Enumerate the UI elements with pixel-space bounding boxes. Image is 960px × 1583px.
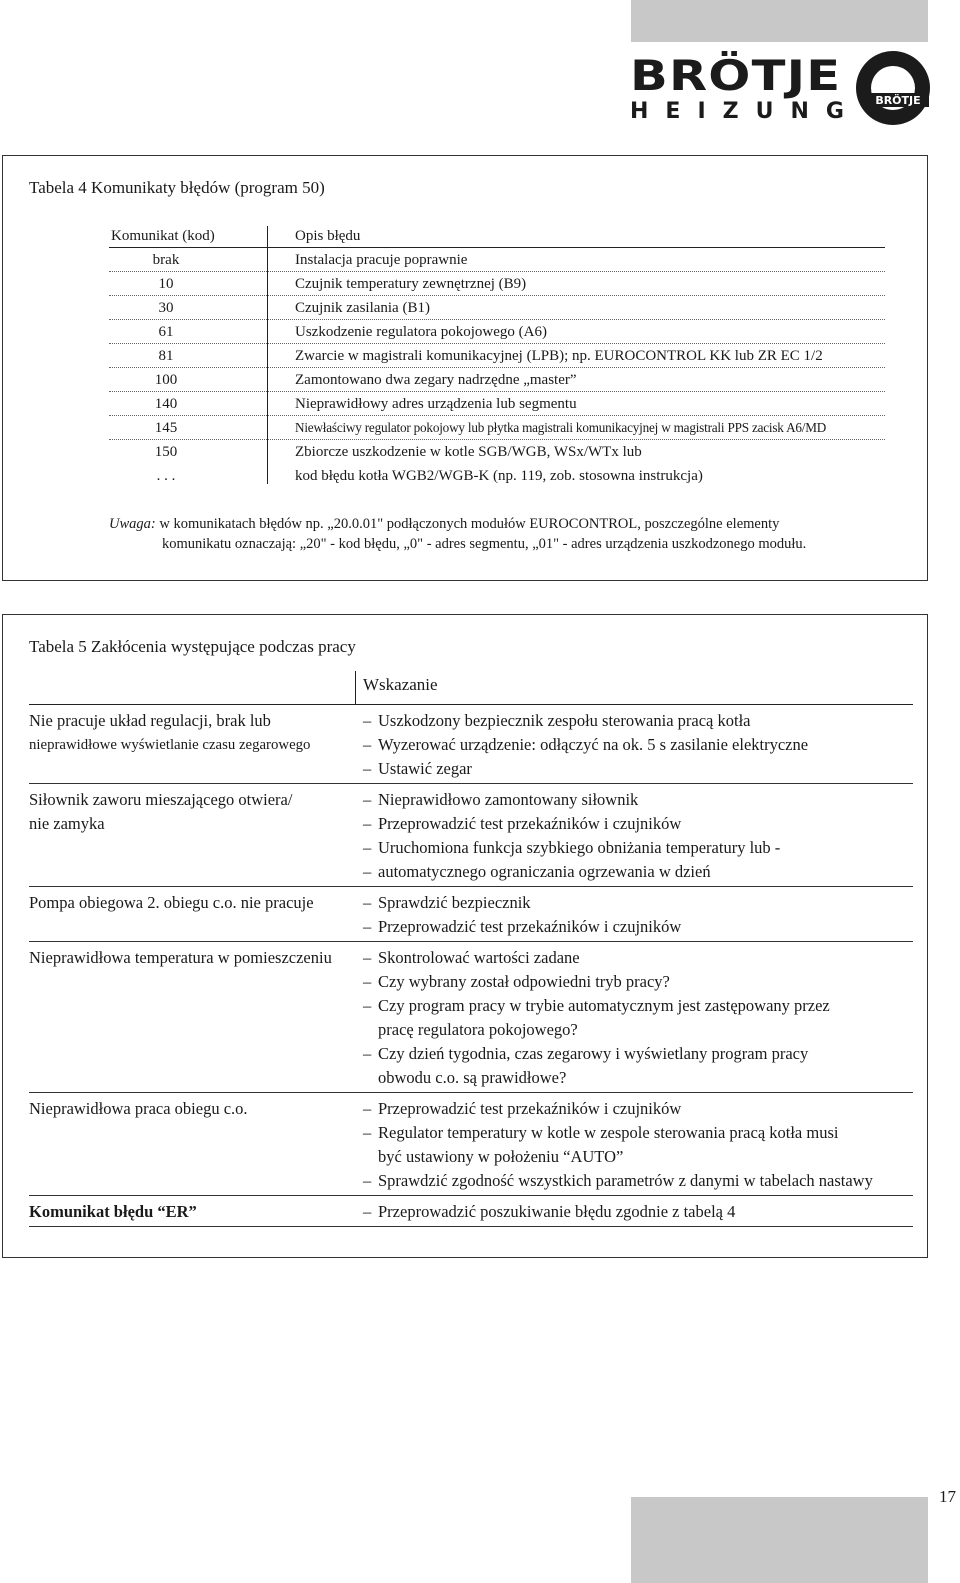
table-row: [29, 942, 913, 1093]
header-gray-bar: [631, 0, 928, 42]
fault-symptom: [29, 1097, 355, 1121]
table-header-row: [29, 671, 913, 705]
fault-symptom: [29, 891, 355, 915]
page-number: 17: [939, 1487, 956, 1506]
action-item: – Skontrolować wartości zadane: [363, 946, 913, 970]
action-item: – Czy dzień tygodnia, czas zegarowy i wyświetlany program pracy: [363, 1042, 913, 1066]
fault-symptom: [29, 1200, 355, 1224]
symptom-line: Nieprawidłowa temperatura w pomieszczeniu: [29, 948, 332, 967]
fault-symptom: [29, 709, 355, 757]
error-code: . . .: [156, 468, 176, 484]
table-row: [29, 1093, 913, 1196]
action-item: – Uruchomiona funkcja szybkiego obniżania temperatury lub -: [363, 836, 913, 860]
svg-text:BRÖTJE: BRÖTJE: [875, 94, 921, 107]
fault-actions: [363, 887, 913, 941]
error-desc: Zwarcie w magistrali komunikacyjnej (LPB); np. EUROCONTROL KK lub ZR EC 1/2: [295, 348, 823, 364]
table-row: [109, 272, 885, 296]
action-item: – Przeprowadzić test przekaźników i czujników: [363, 812, 913, 836]
symptom-line: Nie pracuje układ regulacji, brak lub: [29, 711, 271, 730]
note-line-1: w komunikatach błędów np. „20.0.01" podłączonych modułów EUROCONTROL, poszczególne elementy: [155, 516, 780, 532]
table-row: [29, 887, 913, 942]
action-item: – Uszkodzony bezpiecznik zespołu sterowania pracą kotła: [363, 709, 913, 733]
table5-title: Tabela 5 Zakłócenia występujące podczas pracy: [29, 637, 356, 656]
fault-actions: [363, 705, 913, 783]
fault-symptom: [29, 946, 355, 970]
error-code: 140: [154, 396, 178, 412]
symptom-line: Pompa obiegowa 2. obiegu c.o. nie pracuje: [29, 893, 314, 912]
action-item: – Sprawdzić zgodność wszystkich parametrów z danymi w tabelach nastawy: [363, 1169, 913, 1193]
table5-box: [2, 614, 928, 1258]
table-row: [109, 320, 885, 344]
table4-title: Tabela 4 Komunikaty błędów (program 50): [29, 178, 325, 197]
footer-gray-bar: [631, 1497, 928, 1583]
faults-table: [29, 671, 913, 1227]
symptom-line: Nieprawidłowa praca obiegu c.o.: [29, 1099, 248, 1118]
continuation-text: automatycznego ograniczania ogrzewania w dzień: [378, 862, 711, 881]
table-row: [109, 368, 885, 392]
table-row: [109, 392, 885, 416]
symptom-line: Siłownik zaworu mieszającego otwiera/: [29, 790, 293, 809]
error-code: 100: [154, 372, 178, 388]
error-desc: Nieprawidłowy adres urządzenia lub segmentu: [295, 396, 577, 412]
action-item-continued: [363, 860, 913, 884]
table-row: [29, 1196, 913, 1227]
error-code: 145: [154, 420, 178, 436]
fault-actions: [363, 784, 913, 886]
error-desc: Instalacja pracuje poprawnie: [295, 252, 468, 268]
action-item: – Ustawić zegar: [363, 757, 913, 781]
table4-box: [2, 155, 928, 581]
symptom-line: Komunikat błędu “ER”: [29, 1202, 197, 1221]
action-item-continued: pracę regulatora pokojowego?: [378, 1020, 578, 1039]
logo-subtitle: HEIZUNG: [630, 99, 861, 124]
table-row: [109, 296, 885, 320]
symptom-line: nie zamyka: [29, 814, 105, 833]
table-row: [109, 416, 885, 440]
action-item: – Czy program pracy w trybie automatycznym jest zastępowany przez: [363, 994, 913, 1018]
action-item: – Przeprowadzić test przekaźników i czujników: [363, 915, 913, 939]
table-row: [109, 248, 885, 272]
error-code: 150: [154, 444, 178, 460]
error-desc: Niewłaściwy regulator pokojowy lub płytka magistrali komunikacyjnej w magistrali PPS zacisk A6/MD: [295, 420, 827, 435]
error-code: 61: [158, 324, 174, 340]
action-item: – Nieprawidłowo zamontowany siłownik: [363, 788, 913, 812]
action-item: – Sprawdzić bezpiecznik: [363, 891, 913, 915]
table4-note: [109, 514, 919, 554]
fault-actions: [363, 1196, 913, 1226]
fault-actions: [363, 1093, 913, 1195]
header-code: Komunikat (kod): [111, 228, 215, 244]
error-codes-table: [109, 224, 885, 488]
action-item: – Czy wybrany został odpowiedni tryb pracy?: [363, 970, 913, 994]
fault-symptom: [29, 788, 355, 836]
error-desc: Zamontowano dwa zegary nadrzędne „master”: [295, 372, 577, 388]
table-row: [109, 440, 885, 464]
logo-wordmark: BRÖTJE: [630, 51, 842, 100]
symptom-line: nieprawidłowe wyświetlanie czasu zegarowego: [29, 737, 311, 753]
fault-actions: [363, 942, 913, 1092]
action-item: – Przeprowadzić test przekaźników i czujników: [363, 1097, 913, 1121]
error-code: 10: [158, 276, 174, 292]
note-label: Uwaga:: [109, 516, 156, 532]
column-divider: [355, 671, 356, 705]
error-desc: Czujnik zasilania (B1): [295, 300, 430, 316]
header-desc: Opis błędu: [295, 228, 361, 244]
action-item-continued: być ustawiony w położeniu “AUTO”: [378, 1147, 624, 1166]
error-code: 81: [158, 348, 174, 364]
action-item: – Wyzerować urządzenie: odłączyć na ok. 5 s zasilanie elektryczne: [363, 733, 913, 757]
action-item-continued: obwodu c.o. są prawidłowe?: [378, 1068, 567, 1087]
action-item: – Przeprowadzić poszukiwanie błędu zgodnie z tabelą 4: [363, 1200, 913, 1224]
table-row: [29, 784, 913, 887]
action-item: – Regulator temperatury w kotle w zespole sterowania pracą kotła musi: [363, 1121, 913, 1145]
error-desc: Uszkodzenie regulatora pokojowego (A6): [295, 324, 547, 340]
table-row: [109, 464, 885, 488]
table-header-row: [109, 224, 885, 248]
table-row: [29, 705, 913, 784]
error-desc: Zbiorcze uszkodzenie w kotle SGB/WGB, WSx/WTx lub: [295, 444, 642, 460]
note-line-2: komunikatu oznaczają: „20" - kod błędu, „0" - adres segmentu, „01" - adres urządzenia uszkodzonego modułu.: [162, 536, 807, 552]
logo-badge-icon: [853, 48, 933, 128]
table-row: [109, 344, 885, 368]
error-code: 30: [158, 300, 174, 316]
error-desc: Czujnik temperatury zewnętrznej (B9): [295, 276, 527, 292]
error-desc: kod błędu kotła WGB2/WGB-K (np. 119, zob. stosowna instrukcja): [295, 468, 703, 484]
header-indication: Wskazanie: [363, 675, 438, 694]
error-code: brak: [152, 252, 180, 268]
brotje-logo: [630, 48, 933, 133]
